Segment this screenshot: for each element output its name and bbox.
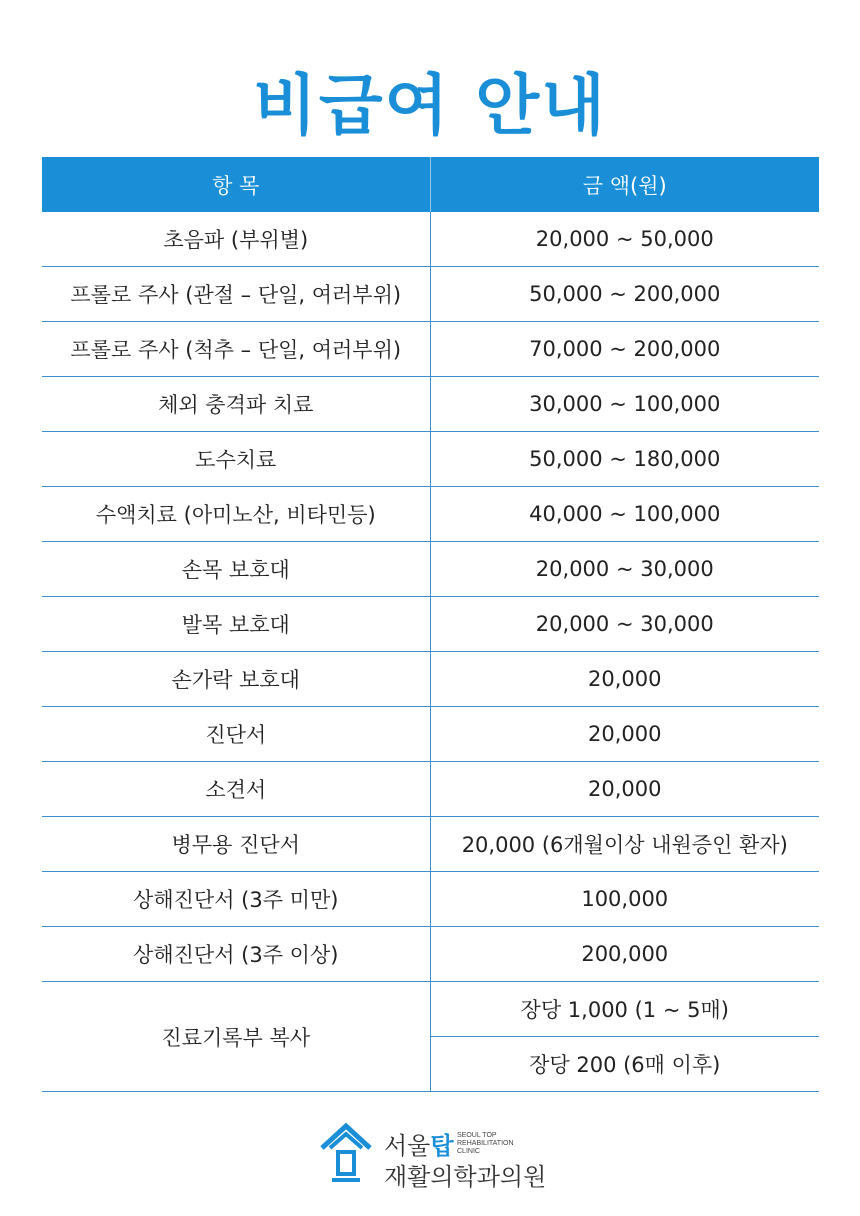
table-row: [42, 597, 819, 652]
header-item: 항 목: [42, 157, 430, 212]
row-price: 20,000 ~ 50,000: [430, 212, 819, 267]
row-item: 발목 보호대: [42, 597, 430, 652]
header-price: 금 액(원): [430, 157, 819, 212]
page-title: 비급여 안내: [253, 67, 607, 144]
row-item: 진단서: [42, 707, 430, 762]
table-row: [42, 212, 819, 267]
row-price: 100,000: [430, 872, 819, 927]
row-price: 50,000 ~ 180,000: [430, 432, 819, 487]
row-item: 병무용 진단서: [42, 817, 430, 872]
row-price: 20,000: [430, 707, 819, 762]
table-row: [42, 762, 819, 817]
table-row: [42, 377, 819, 432]
house-logo-icon: [318, 1122, 374, 1184]
row-item: 프롤로 주사 (관절 – 단일, 여러부위): [42, 267, 430, 322]
row-price: 30,000 ~ 100,000: [430, 377, 819, 432]
row-price: 20,000: [430, 652, 819, 707]
price-table: [42, 157, 819, 1092]
logo-english-name: SEOUL TOP REHABILITATION CLINIC: [457, 1132, 514, 1155]
table-header: [42, 157, 819, 212]
table-row: [42, 707, 819, 762]
row-item: 프롤로 주사 (척추 – 단일, 여러부위): [42, 322, 430, 377]
table-row: [42, 267, 819, 322]
clinic-logo: [318, 1120, 558, 1190]
logo-name-accent: 탑: [430, 1132, 454, 1160]
row-price: 200,000: [430, 927, 819, 982]
table-row: [42, 542, 819, 597]
table-row: [42, 927, 819, 982]
table-row: [42, 817, 819, 872]
row-item: 초음파 (부위별): [42, 212, 430, 267]
row-price: 20,000 ~ 30,000: [430, 597, 819, 652]
row-item: 도수치료: [42, 432, 430, 487]
row-item: 상해진단서 (3주 이상): [42, 927, 430, 982]
logo-name-part1: 서울: [384, 1132, 431, 1160]
row-item: 체외 충격파 치료: [42, 377, 430, 432]
table-row: [42, 652, 819, 707]
row-item: 수액치료 (아미노산, 비타민등): [42, 487, 430, 542]
table-row: [42, 432, 819, 487]
row-price: 20,000 (6개월이상 내원증인 환자): [430, 817, 819, 872]
row-item-medical-records: 진료기록부 복사: [42, 982, 430, 1092]
table-row: [42, 982, 819, 1037]
row-item: 손가락 보호대: [42, 652, 430, 707]
row-price: 20,000 ~ 30,000: [430, 542, 819, 597]
row-price: 20,000: [430, 762, 819, 817]
logo-subtitle: 재활의학과의원: [384, 1163, 547, 1191]
row-price: 장당 200 (6매 이후): [430, 1037, 819, 1092]
table-row: [42, 322, 819, 377]
row-item: 손목 보호대: [42, 542, 430, 597]
row-price: 40,000 ~ 100,000: [430, 487, 819, 542]
table-row: [42, 487, 819, 542]
logo-name: [384, 1126, 454, 1161]
row-item: 소견서: [42, 762, 430, 817]
row-price: 50,000 ~ 200,000: [430, 267, 819, 322]
row-price: 장당 1,000 (1 ~ 5매): [430, 982, 819, 1037]
row-price: 70,000 ~ 200,000: [430, 322, 819, 377]
row-item: 상해진단서 (3주 미만): [42, 872, 430, 927]
table-row: [42, 872, 819, 927]
